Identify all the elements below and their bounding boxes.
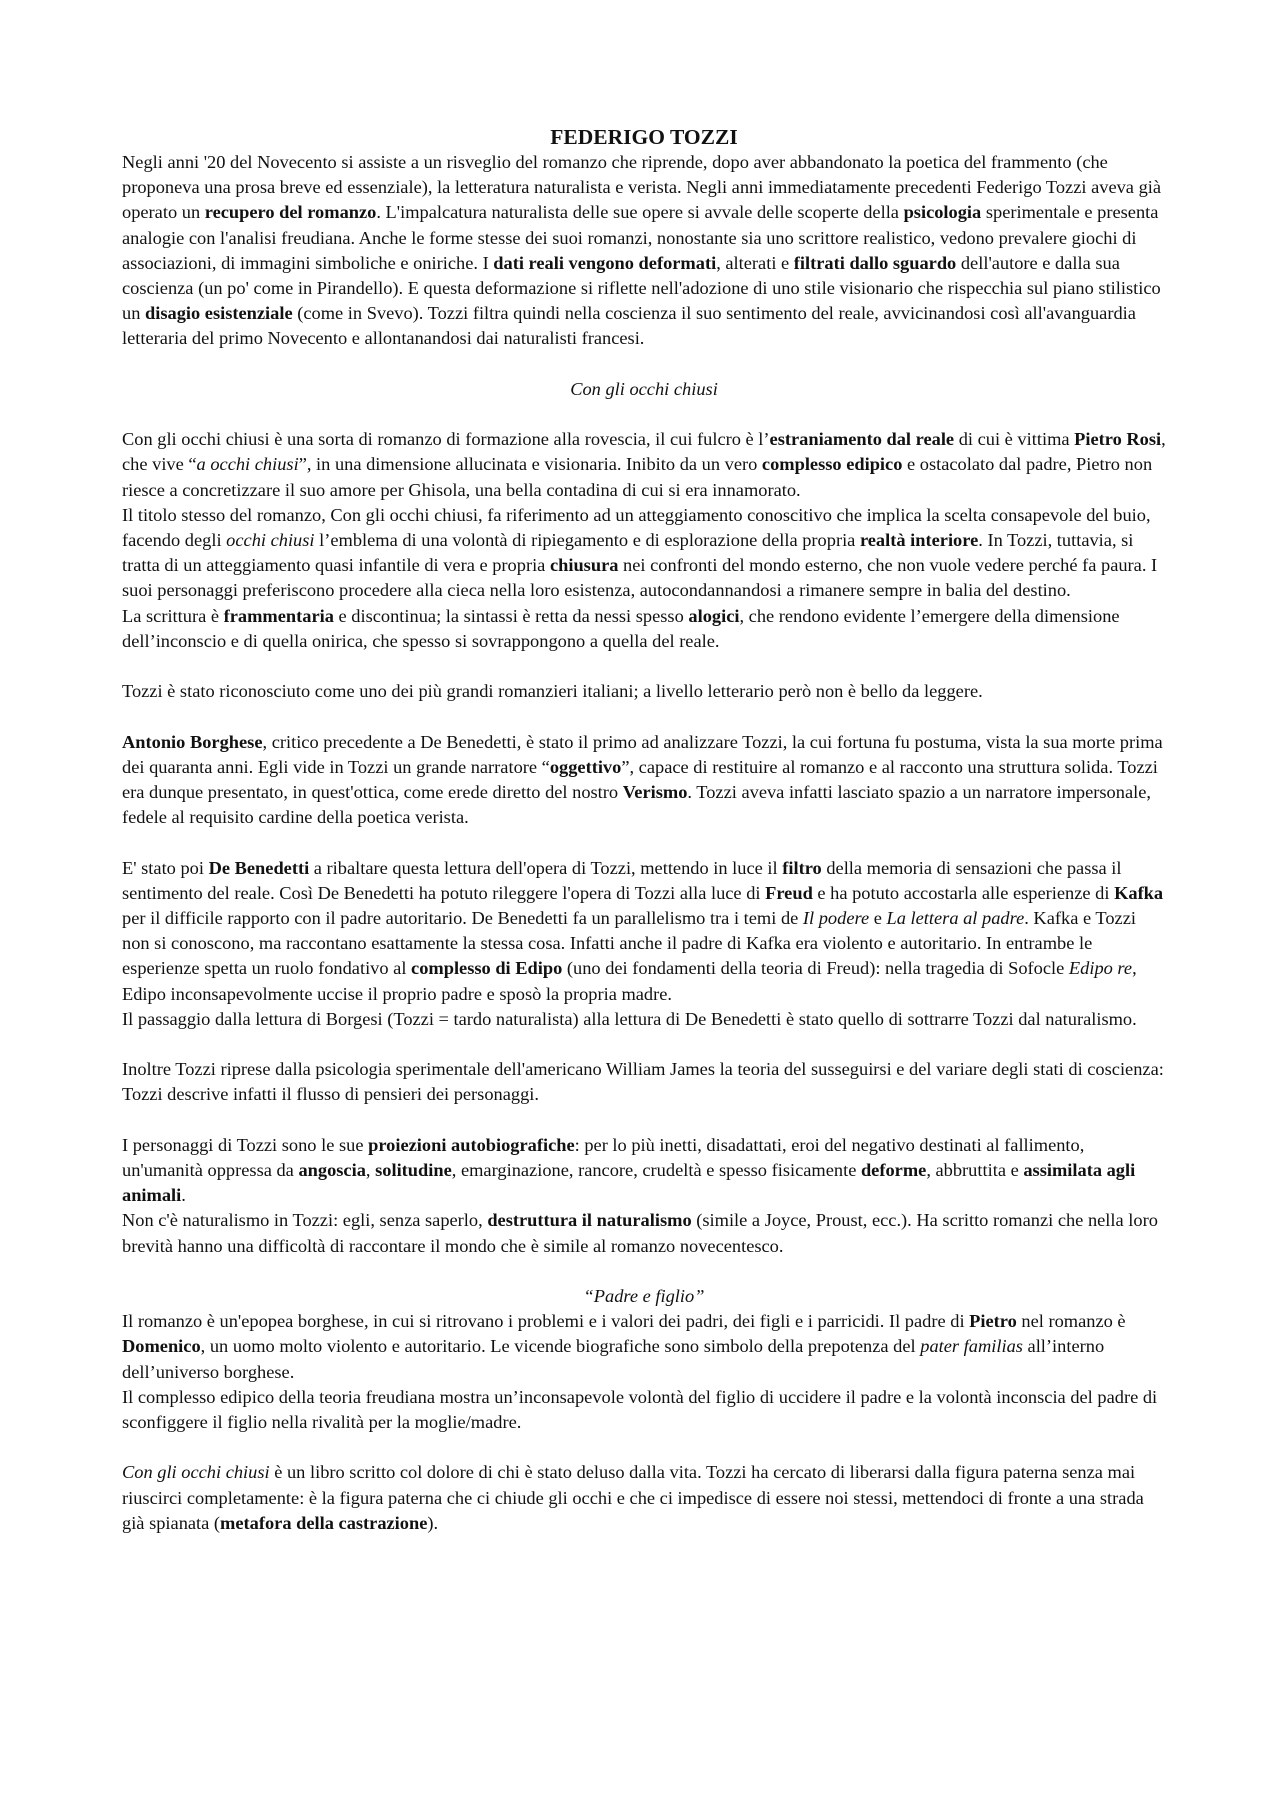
body-text: l’emblema di una volontà di ripiegamento e di esplorazione della propria: [314, 530, 860, 551]
bold-text: recupero del romanzo: [204, 202, 377, 223]
document-title: FEDERIGO TOZZI: [550, 125, 738, 149]
bold-text: frammentaria: [223, 605, 334, 626]
bold-text: oggettivo: [549, 756, 622, 777]
body-text: (come in Svevo). Tozzi filtra quindi nella coscienza il suo sentimento del reale, avvicinandosi così all'avanguardia letteraria del primo Novecento e allontanandosi dai naturalisti francesi.: [122, 303, 1136, 349]
body-text: ”, in una dimensione allucinata e visionaria. Inibito da un vero: [298, 454, 762, 475]
bold-text: Antonio Borghese: [122, 731, 263, 752]
paragraph: [122, 1309, 1166, 1385]
bold-text: metafora della castrazione: [220, 1512, 428, 1533]
bold-text: assimilata agli animali: [122, 1160, 1136, 1206]
paragraph: [122, 1133, 1166, 1209]
paragraph: [122, 1385, 1166, 1435]
body-text: ).: [427, 1512, 439, 1533]
bold-text: destruttura il naturalismo: [487, 1210, 692, 1231]
body-text: Con gli occhi chiusi è una sorta di romanzo di formazione alla rovescia, il cui fulcro è l’: [122, 429, 770, 450]
body-text: E' stato poi: [122, 857, 209, 878]
body-text: . L'impalcatura naturalista delle sue opere si avvale delle scoperte della: [376, 202, 904, 223]
body-text: Il complesso edipico della teoria freudiana mostra un’inconsapevole volontà del figlio di uccidere il padre e la volontà inconscia del padre di sconfiggere il figlio nella rivalità per la moglie/madre.: [122, 1386, 1158, 1433]
bold-text: disagio esistenziale: [145, 303, 293, 324]
bold-text: filtro: [782, 857, 822, 878]
body-text: a ribaltare questa lettura dell'opera di Tozzi, mettendo in luce il: [309, 857, 783, 878]
bold-text: Verismo: [622, 782, 688, 803]
bold-text: dati reali vengono deformati: [493, 252, 717, 273]
body-text: (simile a Joyce, Proust, ecc.). Ha scritto romanzi che nella loro brevità hanno una difficoltà di raccontare il mondo che è simile al romanzo novecentesco.: [122, 1210, 1158, 1256]
body-text: , Edipo inconsapevolmente uccise il proprio padre e sposò la propria madre.: [122, 958, 1137, 1004]
body-text: , alterati e: [716, 252, 794, 273]
body-text: I personaggi di Tozzi sono le sue: [122, 1134, 369, 1155]
italic-text: Il podere: [802, 908, 870, 929]
italic-text: La lettera al padre: [886, 908, 1025, 929]
body-text: per il difficile rapporto con il padre autoritario. De Benedetti fa un parallelismo tra i temi de: [122, 908, 803, 929]
paragraph: [122, 1208, 1166, 1258]
paragraph: [122, 604, 1166, 654]
body-text: , emarginazione, rancore, crudeltà e spesso fisicamente: [451, 1160, 861, 1181]
body-text: Negli anni '20 del Novecento si assiste a un risveglio del romanzo che riprende, dopo aver abbandonato la poetica del frammento (che proponeva una prosa breve ed essenziale), la letteratura naturalista e verista. Negli anni immediatamente precedenti Federigo Tozzi aveva già operato un: [122, 152, 1162, 223]
section-heading: Con gli occhi chiusi: [570, 378, 718, 399]
paragraph: [122, 503, 1166, 604]
paragraph: [122, 1057, 1166, 1107]
paragraph: [122, 1007, 1166, 1032]
bold-text: complesso edipico: [761, 454, 903, 475]
body-text: . Tozzi aveva infatti lasciato spazio a un narratore impersonale, fedele al requisito cardine della poetica verista.: [122, 782, 1151, 828]
body-text: .: [181, 1185, 186, 1206]
italic-text: Edipo re: [1068, 958, 1133, 979]
bold-text: realtà interiore: [859, 530, 979, 551]
bold-text: Domenico: [122, 1336, 201, 1357]
body-text: Inoltre Tozzi riprese dalla psicologia sperimentale dell'americano William James la teoria del susseguirsi e del variare degli stati di coscienza: Tozzi descrive infatti il flusso di pensieri dei personaggi.: [122, 1059, 1164, 1105]
bold-text: alogici: [688, 605, 740, 626]
body-text: nei confronti del mondo esterno, che non vuole vedere perché fa paura. I suoi personaggi preferiscono procedere alla cieca nella loro esistenza, autocondannandosi a rimanere sempre in balia del destino.: [122, 555, 1158, 601]
bold-text: psicologia: [903, 202, 982, 223]
body-text: . In Tozzi, tuttavia, si tratta di un atteggiamento quasi infantile di vera e propria: [122, 530, 1134, 576]
bold-text: estraniamento dal reale: [769, 429, 955, 450]
body-text: , critico precedente a De Benedetti, è stato il primo ad analizzare Tozzi, la cui fortuna fu postuma, vista la sua morte prima dei quaranta anni. Egli vide in Tozzi un grande narratore “: [122, 731, 1163, 777]
body-text: Tozzi è stato riconosciuto come uno dei più grandi romanzieri italiani; a livello letterario però non è bello da leggere.: [122, 681, 983, 702]
bold-text: Kafka: [1114, 882, 1164, 903]
bold-text: Pietro: [969, 1311, 1017, 1332]
body-text: della memoria di sensazioni che passa il sentimento del reale. Così De Benedetti ha potuto rileggere l'opera di Tozzi alla luce di: [122, 857, 1122, 903]
body-text: , un uomo molto violento e autoritario. Le vicende biografiche sono simbolo della prepotenza del: [200, 1336, 921, 1357]
body-text: sperimentale e presenta analogie con l'analisi freudiana. Anche le forme stesse dei suoi romanzi, nonostante sia uno scrittore realistico, vedono prevalere giochi di associazioni, di immagini simboliche e oniriche. I: [122, 202, 1159, 273]
body-text: , abbruttita e: [926, 1160, 1024, 1181]
bold-text: De Benedetti: [208, 857, 310, 878]
paragraph: [122, 150, 1166, 352]
body-text: La scrittura è: [122, 605, 224, 626]
body-text: (uno dei fondamenti della teoria di Freud): nella tragedia di Sofocle: [562, 958, 1069, 979]
body-text: e ha potuto accostarla alle esperienze di: [812, 882, 1115, 903]
paragraph: [122, 856, 1166, 1007]
body-text: di cui è vittima: [954, 429, 1075, 450]
bold-text: complesso di Edipo: [411, 958, 563, 979]
bold-text: Freud: [765, 882, 813, 903]
body-text: Il titolo stesso del romanzo, Con gli occhi chiusi, fa riferimento ad un atteggiamento conoscitivo che implica la scelta consapevole del buio, facendo degli: [122, 504, 1151, 551]
paragraph: [122, 1460, 1166, 1536]
body-text: nel romanzo è: [1016, 1311, 1126, 1332]
body-text: dell'autore e dalla sua coscienza (un po' come in Pirandello). E questa deformazione si riflette nell'adozione di uno stile visionario che rispecchia sul piano stilistico un: [122, 252, 1161, 324]
bold-text: deforme: [860, 1160, 927, 1181]
body-text: ,: [365, 1160, 376, 1181]
italic-text: Con gli occhi chiusi: [122, 1462, 270, 1483]
body-text: e ostacolato dal padre, Pietro non riesce a concretizzare il suo amore per Ghisola, una bella contadina di cui si era innamorato.: [122, 454, 1153, 500]
section-heading: “Padre e figlio”: [583, 1286, 705, 1307]
body-text: , che vive “: [122, 429, 1166, 475]
body-text: Il romanzo è un'epopea borghese, in cui si ritrovano i problemi e i valori dei padri, dei figli e i parricidi. Il padre di: [122, 1311, 970, 1332]
body-text: all’interno dell’universo borghese.: [122, 1336, 1105, 1382]
bold-text: proiezioni autobiografiche: [368, 1134, 575, 1155]
paragraph: [122, 679, 1166, 704]
body-text: : per lo più inetti, disadattati, eroi del negativo destinati al fallimento, un'umanità oppressa da: [122, 1134, 1085, 1181]
body-text: Il passaggio dalla lettura di Borgesi (Tozzi = tardo naturalista) alla lettura di De Benedetti è stato quello di sottrarre Tozzi dal naturalismo.: [122, 1008, 1137, 1029]
body-text: è un libro scritto col dolore di chi è stato deluso dalla vita. Tozzi ha cercato di liberarsi dalla figura paterna senza mai riuscirci completamente: è la figura paterna che ci chiude gli occhi e che ci impedisce di essere noi stessi, mettendoci di fronte a una strada già spianata (: [122, 1462, 1144, 1533]
paragraph: [122, 730, 1166, 831]
paragraph: [122, 427, 1166, 503]
italic-text: a occhi chiusi: [196, 454, 299, 475]
italic-text: pater familias: [920, 1336, 1023, 1357]
bold-text: filtrati dallo sguardo: [793, 252, 957, 273]
body-text: Non c'è naturalismo in Tozzi: egli, senza saperlo,: [122, 1210, 488, 1231]
document-page: [122, 122, 1166, 1536]
body-text: . Kafka e Tozzi non si conoscono, ma raccontano esattamente la stessa cosa. Infatti anche il padre di Kafka era violento e autoritario. In entrambe le esperienze spetta un ruolo fondativo al: [122, 908, 1136, 979]
body-text: e: [869, 908, 887, 929]
italic-text: occhi chiusi: [226, 530, 315, 551]
bold-text: solitudine: [375, 1160, 452, 1181]
bold-text: angoscia: [298, 1160, 366, 1181]
body-text: ”, capace di restituire al romanzo e al racconto una struttura solida. Tozzi era dunque presentato, in quest'ottica, come erede diretto del nostro: [122, 756, 1158, 803]
bold-text: chiusura: [549, 555, 619, 576]
body-text: , che rendono evidente l’emergere della dimensione dell’inconscio e di quella onirica, che spesso si sovrappongono a quella del reale.: [122, 605, 1120, 651]
body-text: e discontinua; la sintassi è retta da nessi spesso: [333, 605, 689, 626]
bold-text: Pietro Rosi: [1074, 429, 1162, 450]
